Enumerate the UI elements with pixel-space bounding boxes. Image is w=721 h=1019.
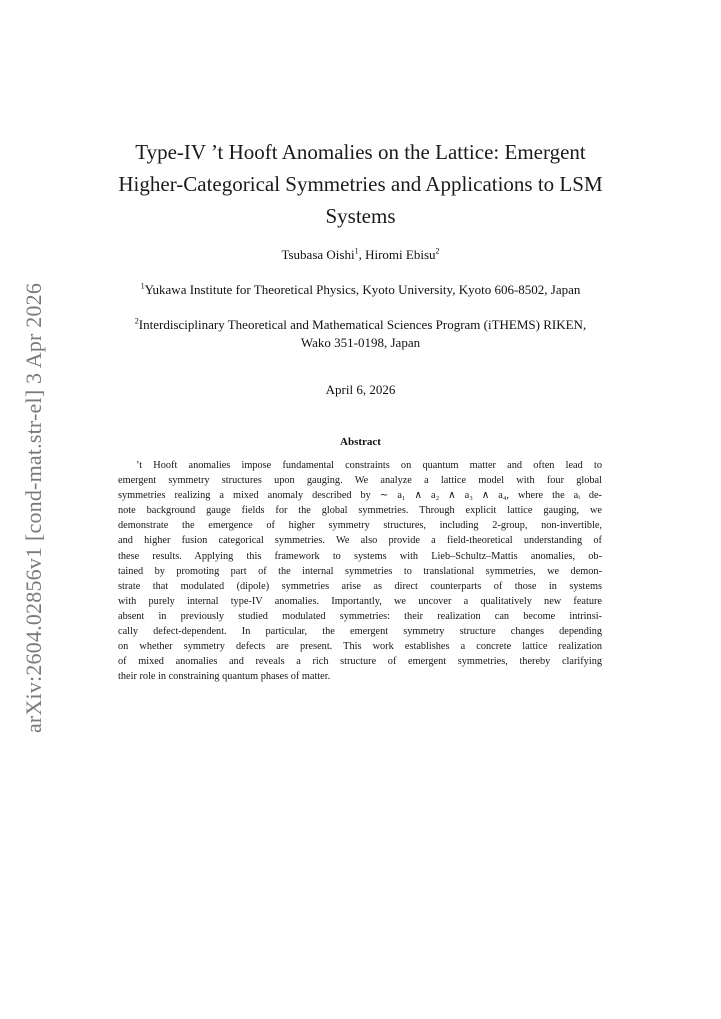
abstract-line: absent in previously studied modulated symmetries: their realization can become intrinsi- xyxy=(118,610,602,622)
abstract-line: their role in constraining quantum phases of matter. xyxy=(118,671,331,683)
abstract-line: strate that modulated (dipole) symmetries arise as direct counterparts of those in systems xyxy=(118,580,602,592)
affiliation-text: Interdisciplinary Theoretical and Mathematical Sciences Program (iTHEMS) RIKEN, xyxy=(138,317,587,332)
title-line: Higher-Categorical Symmetries and Applications to LSM xyxy=(118,172,603,196)
abstract-line: ’t Hooft anomalies impose fundamental constraints on quantum matter and often lead to xyxy=(136,460,602,471)
paper-date: April 6, 2026 xyxy=(325,382,396,397)
affiliation xyxy=(60,281,661,299)
author-name: Tsubasa Oishi xyxy=(281,247,355,262)
title-line: Type-IV ’t Hooft Anomalies on the Lattice: Emergent xyxy=(135,140,586,164)
abstract-line: cally defect-dependent. In particular, the emergent symmetry structure changes depending xyxy=(118,626,602,638)
abstract-line: note background gauge fields for the global symmetries. Through explicit lattice gauging, we xyxy=(118,505,602,517)
affiliation-text: Yukawa Institute for Theoretical Physics, Kyoto University, Kyoto 606-8502, Japan xyxy=(144,282,581,297)
author-separator: , xyxy=(358,247,366,262)
affiliation-line xyxy=(60,281,661,299)
author-list xyxy=(90,247,631,263)
abstract-heading: Abstract xyxy=(340,436,381,448)
affiliation-line: Wako 351-0198, Japan xyxy=(300,335,421,350)
author-affiliation-mark: 1 xyxy=(354,246,359,256)
author-affiliation-mark: 2 xyxy=(435,246,440,256)
abstract-line: these results. Applying this framework to systems with Lieb–Schultz–Mattis anomalies, ob- xyxy=(118,550,602,562)
affiliation-line xyxy=(60,316,661,334)
abstract-line: with purely internal type-IV anomalies. Importantly, we uncover a qualitatively new feature xyxy=(118,595,602,607)
title-line: Systems xyxy=(325,204,396,228)
abstract-line: on whether symmetry defects are present. This work establishes a concrete lattice realization xyxy=(118,641,602,653)
affiliation-mark: 1 xyxy=(140,281,145,291)
abstract-line: and higher fusion categorical symmetries. We also provide a field-theoretical understanding of xyxy=(118,535,602,547)
abstract-body xyxy=(118,458,602,684)
abstract-line: demonstrate the emergence of higher symmetry structures, including 2-group, non-invertible, xyxy=(118,520,602,532)
affiliation xyxy=(60,316,661,352)
author-name: Hiromi Ebisu xyxy=(365,247,436,262)
abstract-line: of mixed anomalies and reveals a rich structure of emergent symmetries, thereby clarifying xyxy=(118,656,602,668)
abstract-line: symmetries realizing a mixed anomaly described by ∼ a₁ ∧ a₂ ∧ a₃ ∧ a₄, where the aᵢ de- xyxy=(118,490,602,502)
abstract-line: emergent symmetry structures upon gauging. We analyze a lattice model with four global xyxy=(118,475,602,487)
affiliation-mark: 2 xyxy=(134,316,139,326)
abstract-line: tained by promoting part of the internal symmetries to translational symmetries, we demon- xyxy=(118,565,602,577)
arxiv-identifier-stamp: arXiv:2604.02856v1 [cond-mat.str-el] 3 Apr 2026 xyxy=(21,282,46,734)
paper-title xyxy=(90,136,631,232)
